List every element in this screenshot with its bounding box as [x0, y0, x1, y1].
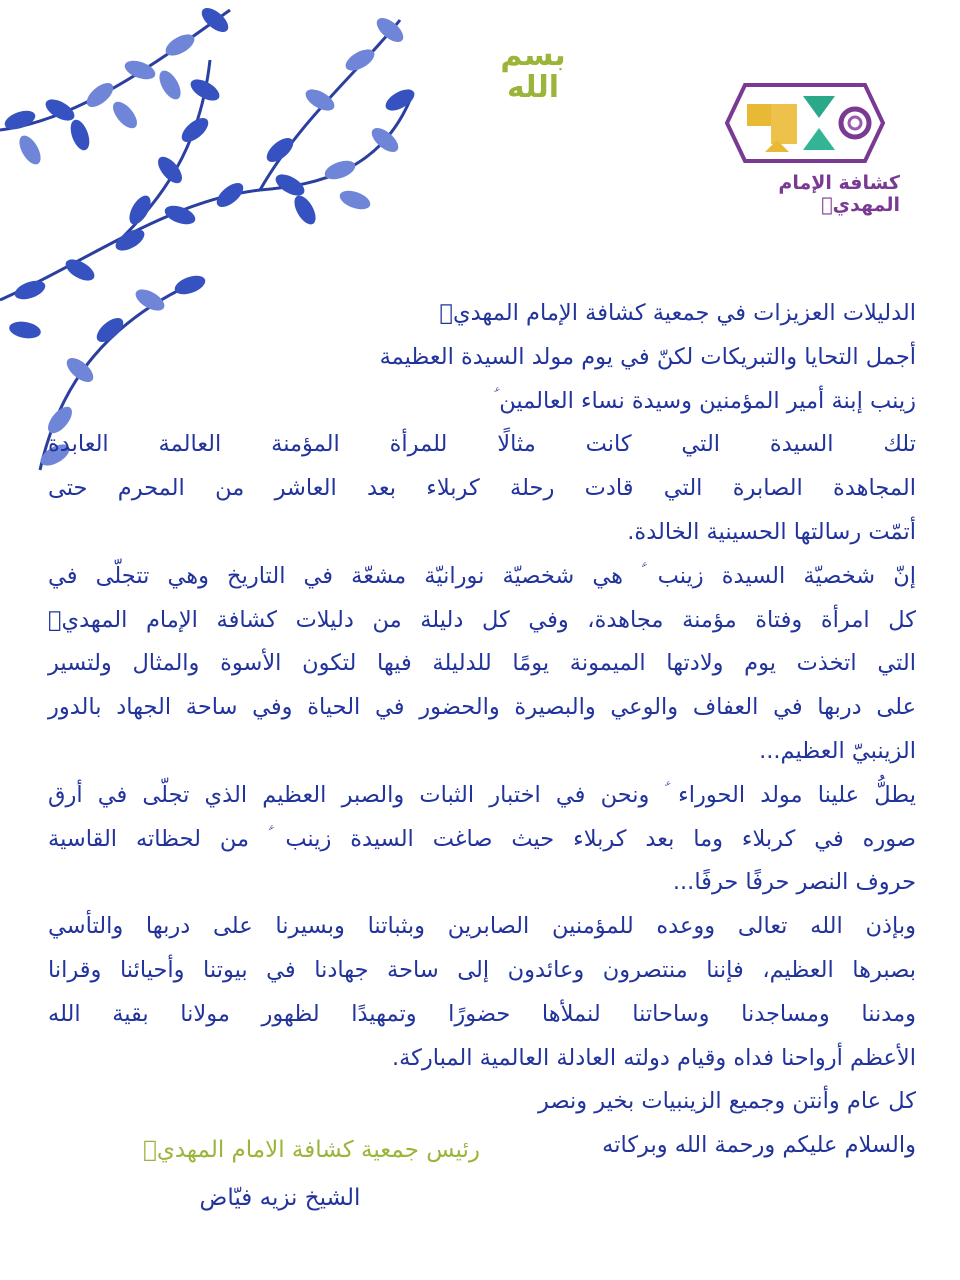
letter-line: ومدننا ومساجدنا وساحاتنا لنملأها حضورًا وتمهيدًا لظهور مولانا بقية الله: [48, 1000, 916, 1027]
letter-line: إنّ شخصيّة السيدة زينب ؑ هي شخصيّة نورانيّة مشعّة في التاريخ وهي تتجلّى في: [48, 562, 916, 589]
letter-line: الدليلات العزيزات في جمعية كشافة الإمام المهديؑ: [439, 300, 916, 326]
letter-line: على دربها في العفاف والوعي والبصيرة والحضور في الحياة وفي ساحة الجهاد بالدور: [48, 694, 916, 721]
logo-wordmark: كشافة الإمام المهديؑ: [778, 172, 900, 216]
leaf-shape: [83, 79, 118, 112]
letter-line: صوره في كربلاء وما بعد كربلاء حيث صاغت السيدة زينب ؑ من لحظاته القاسية: [48, 825, 916, 852]
leaf-shape: [382, 85, 418, 115]
leaf-shape: [213, 179, 248, 212]
leaf-shape: [178, 114, 213, 147]
letter-line: والسلام عليكم ورحمة الله وبركاته: [602, 1132, 916, 1159]
letter-line: الأعظم أرواحنا فداه وقيام دولته العادلة العالمية المباركة.: [391, 1044, 916, 1071]
letter-line: بصبرها العظيم، فإننا منتصرون وعائدون إلى ساحة جهادنا في بيوتنا وأحيائنا وقرانا: [48, 956, 916, 983]
leaf-shape: [8, 319, 42, 340]
leaf-shape: [337, 187, 373, 213]
letter-line: تلك السيدة التي كانت مثالًا للمرأة المؤمنة العالمة العابدة: [48, 431, 916, 458]
letter-line: كل عام وأنتن وجميع الزينبيات بخير ونصر: [538, 1088, 916, 1115]
leaf-shape: [322, 157, 358, 183]
leaf-shape: [290, 192, 320, 228]
letter-line: كل امرأة وفتاة مؤمنة مجاهدة، وفي كل دليلة من دليلات كشافة الإمام المهديؑ: [48, 606, 916, 633]
letter-line: زينب إبنة أمير المؤمنين وسيدة نساء العالمين ؑ: [493, 387, 916, 414]
leaf-shape: [155, 67, 185, 103]
signature-title: رئيس جمعية كشافة الامام المهديؑ: [143, 1137, 480, 1163]
letter-line: التي اتخذت يوم ولادتها الميمونة يومًا للدليلة فيها لتكون الأسوة والمثال ولتسير: [48, 650, 916, 677]
leaf-shape: [198, 4, 233, 37]
bismillah-heading: بسم الله: [500, 38, 566, 105]
letter-line: أتمّت رسالتها الحسينية الخالدة.: [627, 518, 916, 545]
leaf-shape: [263, 134, 298, 167]
letter-line: وبإذن الله تعالى ووعده للمؤمنين الصابرين وبثباتنا وبسيرنا على دربها والتأسي: [48, 913, 916, 940]
leaf-shape: [15, 132, 45, 168]
leaf-shape: [187, 75, 223, 105]
letter-line: يطلُّ علينا مولد الحوراء ؑ ونحن في اختبار الثبات والصبر العظيم الذي تجلّى في أرق: [48, 781, 916, 808]
letter-line: حروف النصر حرفًا حرفًا...: [672, 869, 916, 896]
letter-body: [48, 292, 916, 1168]
letter-line: الزينبيّ العظيم...: [759, 737, 916, 764]
leaf-shape: [373, 14, 408, 47]
letter-line: أجمل التحايا والتبريكات لكنّ في يوم مولد السيدة العظيمة: [379, 343, 916, 370]
leaf-shape: [67, 117, 93, 153]
scouts-logo: [725, 82, 885, 164]
signature-name: الشيخ نزيه فيّاض: [199, 1185, 361, 1211]
letter-line: المجاهدة الصابرة التي قادت رحلة كربلاء بعد العاشر من المحرم حتى: [48, 475, 916, 502]
leaf-shape: [109, 98, 142, 133]
